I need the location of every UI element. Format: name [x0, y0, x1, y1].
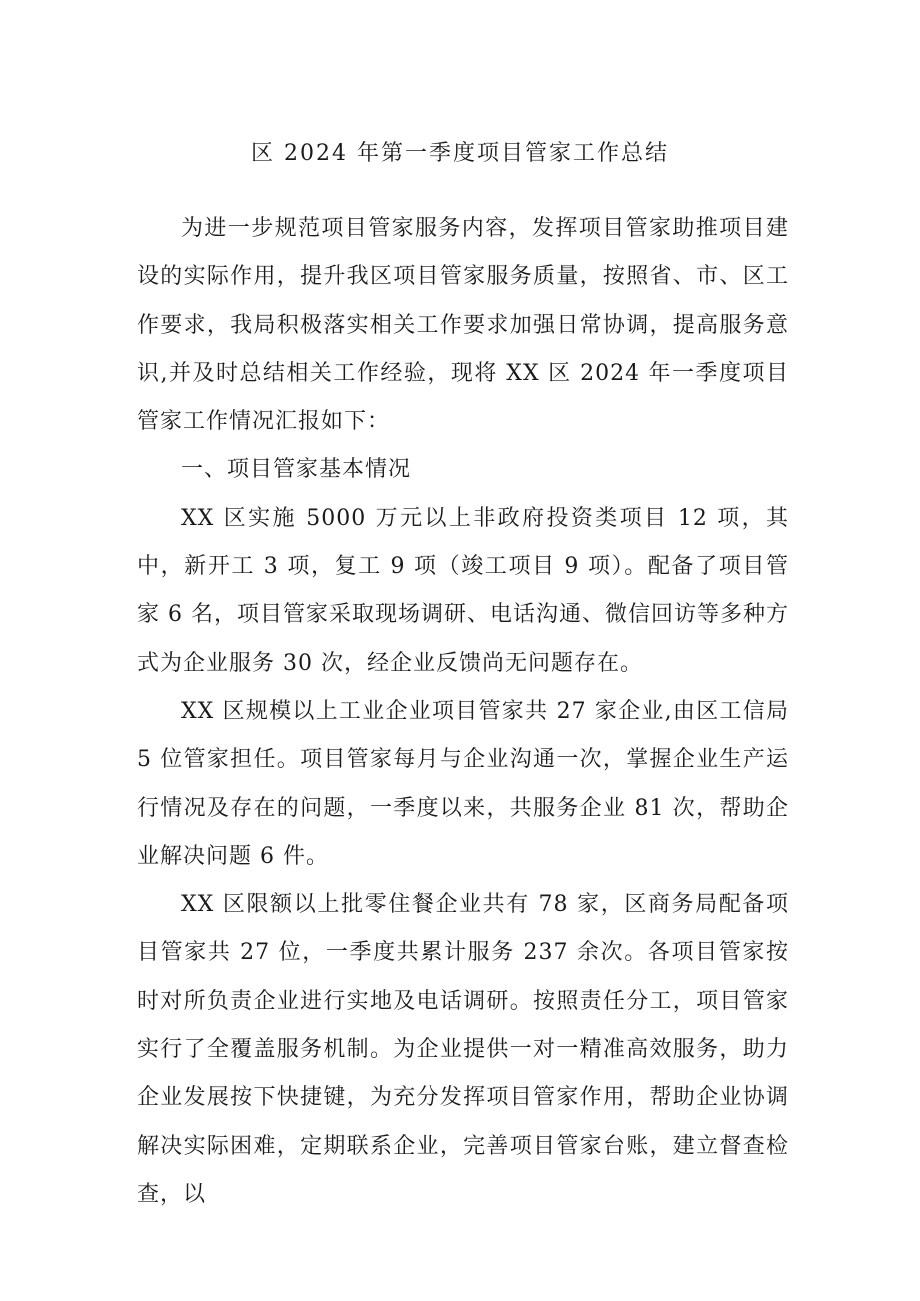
paragraph-investment-projects: XX 区实施 5000 万元以上非政府投资类项目 12 项，其中，新开工 3 项，复工 9 项（竣工项目 9 项）。配备了项目管家 6 名，项目管家采取现场调研、电话沟通、微信回访等多种方式为企业服务 30 次，经企业反馈尚无问题存在。: [137, 505, 789, 676]
paragraph-industrial-enterprises: XX 区规模以上工业企业项目管家共 27 家企业,由区工信局 5 位管家担任。项目管家每月与企业沟通一次，掌握企业生产运行情况及存在的问题，一季度以来，共服务企业 81 次，帮助企业解决问题 6 件。: [137, 698, 789, 869]
paragraph-retail-enterprises: XX 区限额以上批零住餐企业共有 78 家，区商务局配备项目管家共 27 位，一季度共累计服务 237 余次。各项目管家按时对所负责企业进行实地及电话调研。按照责任分工，项目管家实行了全覆盖服务机制。为企业提供一对一精准高效服务，助力企业发展按下快捷键，为充分发挥项目管家作用，帮助企业协调解决实际困难，定期联系企业，完善项目管家台账，建立督查检查，以: [137, 892, 789, 1207]
paragraph-intro: 为进一步规范项目管家服务内容，发挥项目管家助推项目建设的实际作用，提升我区项目管家服务质量，按照省、市、区工作要求，我局积极落实相关工作要求加强日常协调，提高服务意识,并及时总结相关工作经验，现将 XX 区 2024 年一季度项目管家工作情况汇报如下：: [137, 216, 789, 435]
document-body: [137, 205, 789, 1219]
section-heading: 一、项目管家基本情况: [181, 457, 412, 483]
document-title: 区 2024 年第一季度项目管家工作总结: [251, 141, 669, 166]
